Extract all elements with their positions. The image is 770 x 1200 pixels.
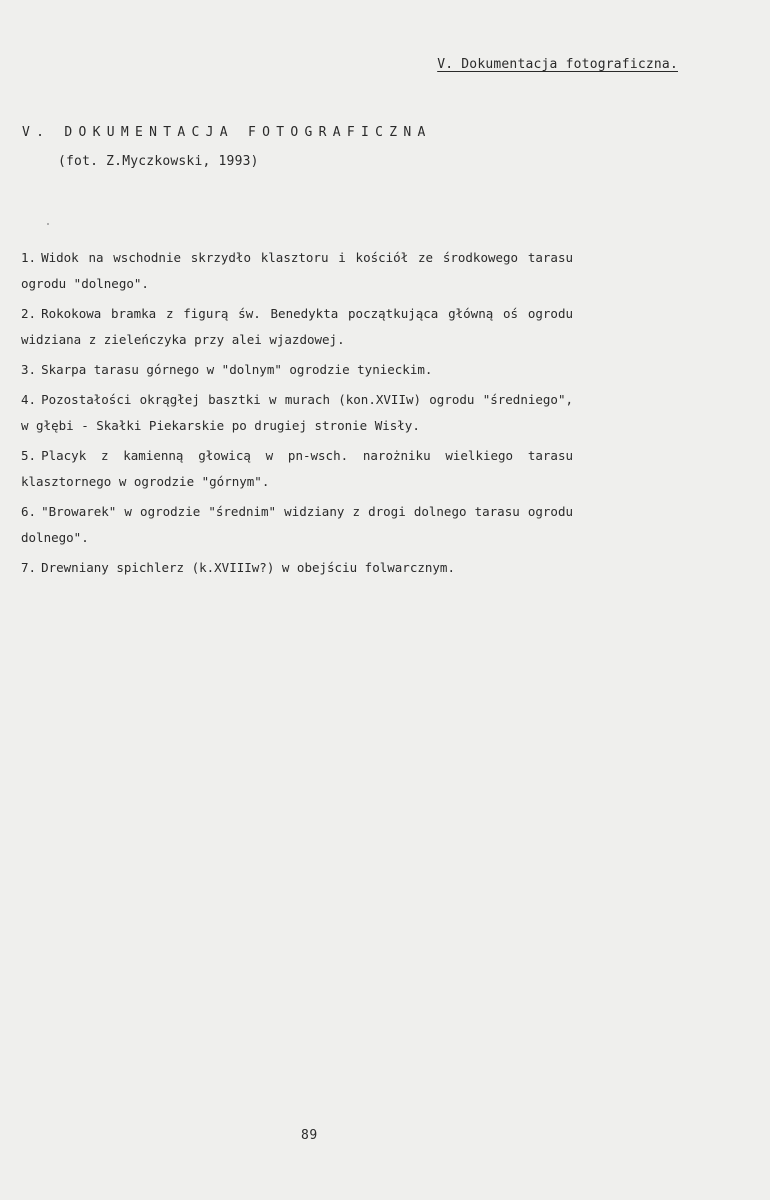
item-number: 6.	[21, 504, 37, 519]
item-text: Rokokowa bramka z figurą św. Benedykta początkująca główną oś ogrodu widziana z zieleńczyka przy alei wjazdowej.	[21, 306, 573, 347]
item-text: Widok na wschodnie skrzydło klasztoru i kościół ze środkowego tarasu ogrodu "dolnego".	[21, 250, 573, 291]
item-text: Placyk z kamienną głowicą w pn-wsch. narożniku wielkiego tarasu klasztornego w ogrodzie "górnym".	[21, 448, 573, 489]
item-text: Skarpa tarasu górnego w "dolnym" ogrodzie tynieckim.	[41, 362, 433, 377]
photo-list	[21, 245, 573, 585]
scan-speck	[47, 223, 49, 225]
item-number: 1.	[21, 250, 37, 265]
page-number: 89	[301, 1128, 318, 1143]
list-item	[21, 443, 573, 495]
list-item	[21, 499, 573, 551]
item-number: 3.	[21, 362, 37, 377]
list-item	[21, 555, 573, 581]
item-number: 5.	[21, 448, 37, 463]
section-heading: V. DOKUMENTACJA FOTOGRAFICZNA	[22, 125, 432, 140]
item-text: Drewniany spichlerz (k.XVIIIw?) w obejściu folwarcznym.	[41, 560, 455, 575]
item-number: 2.	[21, 306, 37, 321]
photo-credit: (fot. Z.Myczkowski, 1993)	[58, 154, 259, 169]
list-item	[21, 387, 573, 439]
item-number: 7.	[21, 560, 37, 575]
list-item	[21, 357, 573, 383]
list-item	[21, 245, 573, 297]
item-text: "Browarek" w ogrodzie "średnim" widziany z drogi dolnego tarasu ogrodu dolnego".	[21, 504, 573, 545]
running-header: V. Dokumentacja fotograficzna.	[437, 57, 678, 72]
item-text: Pozostałości okrągłej basztki w murach (kon.XVIIw) ogrodu "średniego", w głębi - Skałki Piekarskie po drugiej stronie Wisły.	[21, 392, 573, 433]
item-number: 4.	[21, 392, 37, 407]
list-item	[21, 301, 573, 353]
